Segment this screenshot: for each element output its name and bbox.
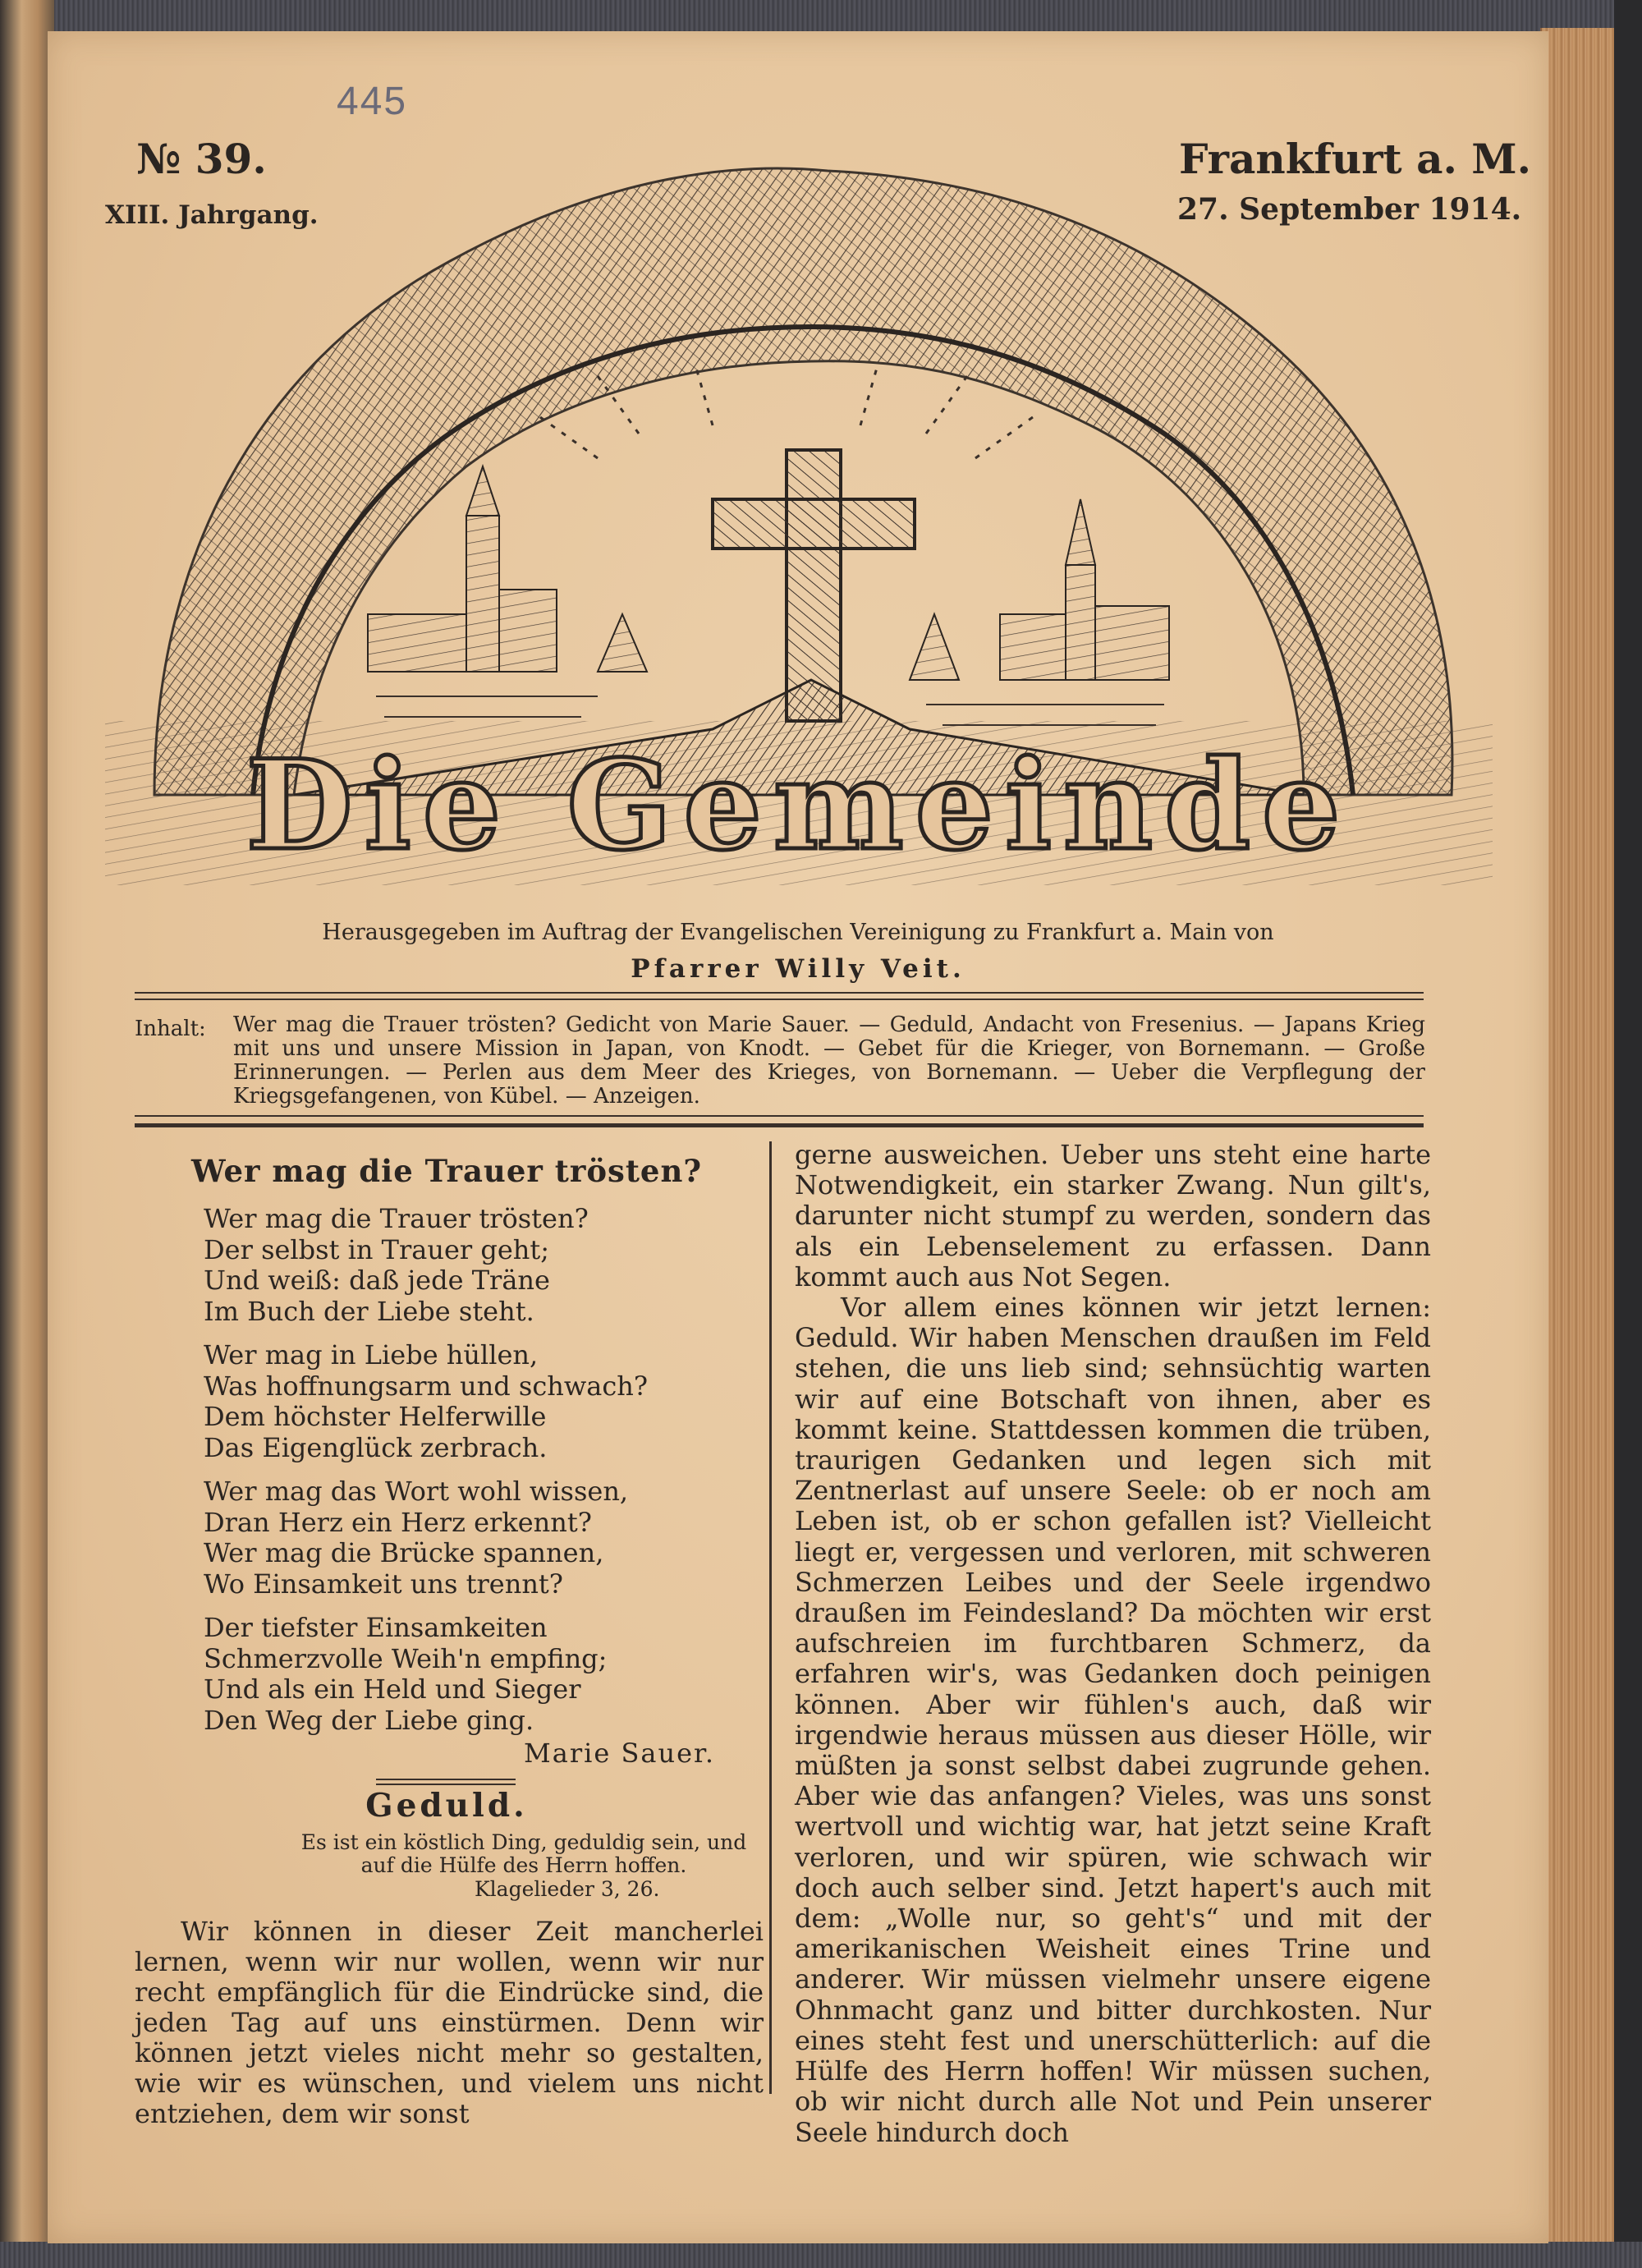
- issue-date: 27. September 1914.: [1177, 192, 1522, 227]
- poem-line: Das Eigenglück zerbrach.: [204, 1431, 548, 1463]
- poem-line: Der selbst in Trauer geht;: [204, 1233, 550, 1265]
- publisher-line: Herausgegeben im Auftrag der Evangelischen Vereinigung zu Frankfurt a. Main von: [322, 920, 1274, 945]
- poem-author: Marie Sauer.: [524, 1738, 715, 1769]
- handwritten-page-number: 445: [337, 80, 408, 123]
- poem-line: Und als ein Held und Sieger: [204, 1673, 581, 1705]
- binding-bottom: [0, 2242, 1642, 2268]
- divider-rule: [135, 992, 1424, 1000]
- divider-rule-thin: [135, 1115, 1424, 1118]
- masthead-title: Die Gemeinde: [245, 733, 1352, 878]
- epigraph-reference: Klagelieder 3, 26.: [475, 1877, 660, 1901]
- article-body-right: [795, 1140, 1431, 2148]
- poem-line: Und weiß: daß jede Träne: [204, 1265, 550, 1296]
- poem-line: Dem höchster Helferwille: [204, 1401, 547, 1432]
- volume-year: XIII. Jahrgang.: [105, 200, 319, 230]
- article-epigraph: Es ist ein köstlich Ding, geduldig sein, und auf die Hülfe des Herrn hoffen.: [300, 1830, 747, 1877]
- poem-line: Wer mag in Liebe hüllen,: [204, 1339, 539, 1370]
- contents-text: Wer mag die Trauer trösten? Gedicht von Marie Sauer. — Geduld, Andacht von Fresenius. — Japans Krieg mit uns und unsere Mission in Japan, von Knodt. — Gebet für die Krieger, von Bornemann. — Große Erinnerungen. — Perlen aus dem Meer des Krieges, von Bornemann. — Ueber die Verpflegung der Kriegsgefangenen, von Kübel. — Anzeigen.: [233, 1012, 1425, 1109]
- poem-line: Was hoffnungsarm und schwach?: [204, 1370, 648, 1402]
- newspaper-page: [48, 31, 1548, 2243]
- poem-stanza: [204, 1204, 648, 1327]
- page-edges: [1540, 28, 1616, 2245]
- poem-line: Wo Einsamkeit uns trennt?: [204, 1568, 563, 1600]
- editor-name: Pfarrer Willy Veit.: [631, 954, 965, 984]
- poem-line: Wer mag die Brücke spannen,: [204, 1537, 604, 1568]
- divider-rule-thick: [135, 1123, 1424, 1127]
- article-body-left: Wir können in dieser Zeit mancherlei lernen, wenn wir nur wollen, wenn wir nur recht empfänglich für die Eindrücke sind, die jeden Tag auf uns einstürmen. Denn wir können jetzt vieles nicht mehr so gestalten, wie wir es wünschen, und vielem uns nicht entziehen, dem wir sonst: [135, 1916, 764, 2129]
- city: Frankfurt a. M.: [1179, 135, 1532, 183]
- binding-left-page: [0, 0, 54, 2268]
- book-cover-edge: [1614, 0, 1642, 2268]
- column-divider: [769, 1141, 772, 2094]
- article-paragraph: Vor allem eines können wir jetzt lernen: Geduld. Wir haben Menschen draußen im Feld stehen, die uns lieb sind; sehnsüchtig warten wir auf eine Botschaft von ihnen, aber es kommt keine. Stattdessen kommen die trüben, traurigen Gedanken und legen sich mit Zentnerlast auf unsere Seele: ob er noch am Leben ist, ob er schon gefallen ist? Vielleicht liegt er, vergessen und verloren, mit schweren Schmerzen Leibes und der Seele irgendwo draußen im Feindesland? Da möchten wir erst aufschreien im furchtbaren Schmerz, da erfahren wir's, was Gedanken doch peinigen können. Aber wir fühlen's auch, daß wir irgendwie heraus müssen aus dieser Hölle, wir müßten ja sonst selbst dabei zugrunde gehen. Aber wie das anfangen? Vieles, was uns sonst wertvoll und wichtig war, hat jetzt seine Kraft verloren, und wir spüren, wie schwach wir doch auch selber sind. Jetzt hapert's auch mit dem: „Wolle nur, so geht's“ und mit der amerikanischen Weisheit eines Trine und anderer. Wir müssen vielmehr unsere eigene Ohnmacht ganz und bitter durchkosten. Nur eines steht fest und unerschütterlich: auf die Hülfe des Herrn hoffen! Wir müssen suchen, ob wir nicht durch alle Not und Pein unserer Seele hindurch doch: [795, 1292, 1431, 2148]
- poem-stanza: [204, 1340, 648, 1463]
- article-title: Geduld.: [365, 1787, 528, 1825]
- poem-line: Wer mag die Trauer trösten?: [204, 1203, 589, 1234]
- poem-title: Wer mag die Trauer trösten?: [190, 1153, 703, 1189]
- poem-line: Dran Herz ein Herz erkennt?: [204, 1506, 592, 1538]
- article-paragraph: gerne ausweichen. Ueber uns steht eine harte Notwendigkeit, ein starker Zwang. Nun gilt's, darunter nicht stumpf zu werden, sondern das als ein Lebenselement zu erfassen. Dann kommt auch aus Not Segen.: [795, 1139, 1431, 1292]
- issue-number: № 39.: [136, 135, 267, 183]
- poem-line: Den Weg der Liebe ging.: [204, 1704, 534, 1736]
- masthead-illustration: [105, 105, 1493, 910]
- poem-stanza: [204, 1613, 648, 1736]
- section-rule: [376, 1779, 516, 1785]
- poem-line: Im Buch der Liebe steht.: [204, 1295, 534, 1327]
- contents-label: Inhalt:: [135, 1017, 206, 1041]
- poem: [204, 1204, 648, 1749]
- poem-line: Der tiefster Einsamkeiten: [204, 1612, 548, 1643]
- poem-line: Schmerzvolle Weih'n empfing;: [204, 1642, 608, 1674]
- poem-stanza: [204, 1476, 648, 1600]
- poem-line: Wer mag das Wort wohl wissen,: [204, 1476, 629, 1507]
